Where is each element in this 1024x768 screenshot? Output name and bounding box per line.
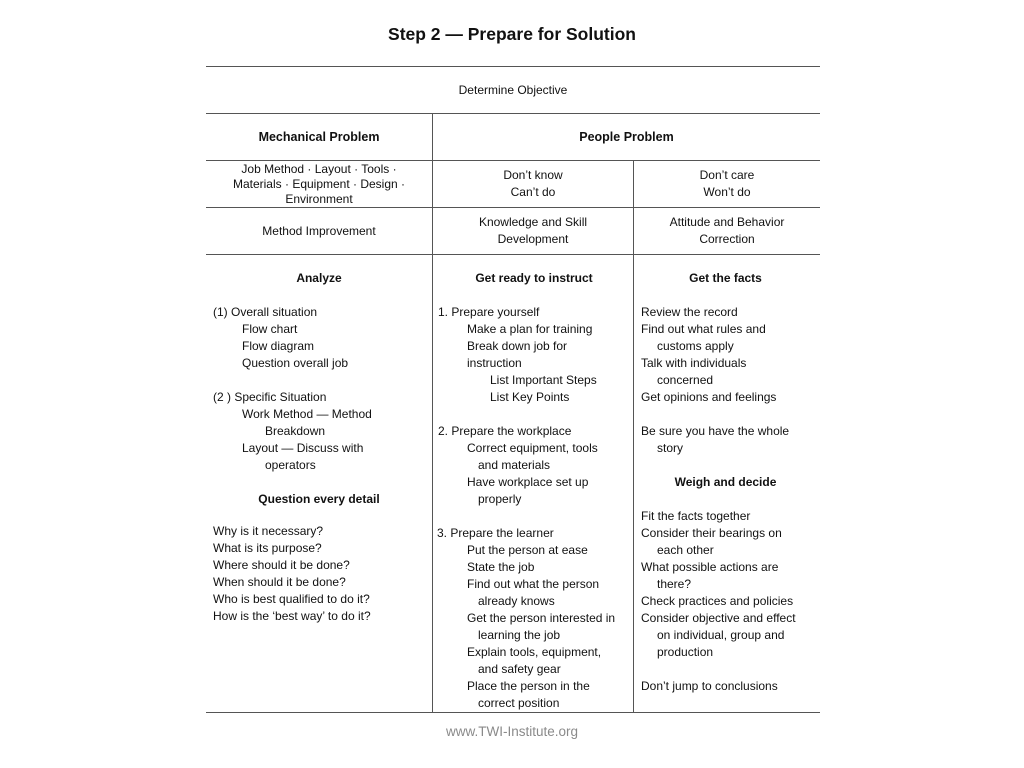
- instruct-item: Place the person in the: [467, 679, 590, 693]
- instruct-item: already knows: [478, 594, 555, 608]
- attitude-behavior-line: Correction: [699, 232, 755, 246]
- facts-heading: Get the facts: [689, 271, 762, 285]
- analyze-item: Flow diagram: [242, 339, 315, 353]
- facts-item: customs apply: [657, 339, 734, 353]
- weigh-item: Fit the facts together: [641, 509, 751, 523]
- mechanical-types-line: Environment: [285, 191, 353, 206]
- analyze-item: Flow chart: [242, 322, 298, 336]
- instruct-item: Get the person interested in: [467, 611, 616, 625]
- analyze-heading: Analyze: [296, 271, 342, 285]
- question-item: What is its purpose?: [213, 541, 322, 555]
- analyze-item: Question overall job: [242, 356, 349, 370]
- dont-care-line: Won’t do: [703, 185, 751, 199]
- people-header-cell: [433, 114, 820, 160]
- table-rule-bottom: [206, 712, 820, 713]
- weigh-item: What possible actions are: [641, 560, 779, 574]
- weigh-item: there?: [657, 577, 692, 591]
- question-item: Where should it be done?: [213, 558, 350, 572]
- attitude-behavior-line: Attitude and Behavior: [669, 215, 785, 229]
- facts-item: Talk with individuals: [641, 356, 747, 370]
- instruct-item: Explain tools, equipment,: [467, 645, 602, 659]
- weigh-decide-heading: Weigh and decide: [674, 475, 777, 489]
- objective-cell: [206, 67, 820, 113]
- mechanical-types-line: Job Method · Layout · Tools ·: [241, 161, 397, 176]
- instruct-item: properly: [478, 492, 522, 506]
- instruct-item: 2. Prepare the workplace: [438, 424, 572, 438]
- weigh-item: production: [657, 645, 714, 659]
- dont-care-line: Don’t care: [699, 168, 755, 182]
- instruct-item: Find out what the person: [467, 577, 600, 591]
- instruct-item: Make a plan for training: [467, 322, 593, 336]
- weigh-item: Don’t jump to conclusions: [641, 679, 778, 693]
- knowledge-skill-cell: [433, 208, 633, 254]
- knowledge-skill-line: Knowledge and Skill: [478, 215, 588, 229]
- instruct-item: Put the person at ease: [467, 543, 588, 557]
- objective-label: Determine Objective: [458, 82, 568, 97]
- mechanical-problem-header: Mechanical Problem: [258, 129, 380, 144]
- instruct-item: State the job: [467, 560, 535, 574]
- attitude-behavior-cell: [634, 208, 820, 254]
- table-rule-methods: [206, 254, 820, 255]
- weigh-item: Consider their bearings on: [641, 526, 782, 540]
- question-item: When should it be done?: [213, 575, 346, 589]
- facts-item: Review the record: [641, 305, 738, 319]
- facts-item: concerned: [657, 373, 714, 387]
- weigh-item: on individual, group and: [657, 628, 785, 642]
- question-detail-heading: Question every detail: [258, 492, 380, 506]
- facts-item: Get opinions and feelings: [641, 390, 777, 404]
- mechanical-types-line: Materials · Equipment · Design ·: [232, 176, 406, 191]
- instruct-item: correct position: [478, 696, 560, 710]
- instruct-item: learning the job: [478, 628, 561, 642]
- dont-know-line: Can’t do: [510, 185, 556, 199]
- instruct-item: Correct equipment, tools: [467, 441, 598, 455]
- question-item: How is the ‘best way’ to do it?: [213, 609, 371, 623]
- instruct-item: instruction: [467, 356, 522, 370]
- facts-item: story: [657, 441, 684, 455]
- analyze-item: Layout — Discuss with: [242, 441, 364, 455]
- question-item: Why is it necessary?: [213, 524, 324, 538]
- facts-column: [641, 270, 817, 695]
- knowledge-skill-line: Development: [497, 232, 569, 246]
- people-problem-header: People Problem: [579, 129, 674, 144]
- dont-care-cell: [634, 161, 820, 207]
- footer-url: www.TWI-Institute.org: [445, 724, 579, 739]
- analyze-item: (2 ) Specific Situation: [213, 390, 327, 404]
- question-item: Who is best qualified to do it?: [213, 592, 370, 606]
- dont-know-line: Don’t know: [503, 168, 563, 182]
- analyze-item: operators: [265, 458, 316, 472]
- analyze-item: (1) Overall situation: [213, 305, 318, 319]
- instruct-item: 3. Prepare the learner: [437, 526, 554, 540]
- instruct-heading: Get ready to instruct: [475, 271, 593, 285]
- weigh-item: Check practices and policies: [641, 594, 794, 608]
- weigh-item: each other: [657, 543, 714, 557]
- analyze-item: Work Method — Method: [242, 407, 372, 421]
- instruct-item: List Important Steps: [490, 373, 597, 387]
- instruct-column: [438, 270, 630, 712]
- instruct-item: and safety gear: [478, 662, 561, 676]
- instruct-item: List Key Points: [490, 390, 570, 404]
- instruct-item: and materials: [478, 458, 551, 472]
- instruct-item: 1. Prepare yourself: [438, 305, 540, 319]
- weigh-item: Consider objective and effect: [641, 611, 796, 625]
- method-improvement-label: Method Improvement: [262, 223, 376, 238]
- page-title: Step 2 — Prepare for Solution: [388, 24, 636, 44]
- facts-item: Be sure you have the whole: [641, 424, 790, 438]
- method-improvement-cell: [206, 208, 432, 254]
- instruct-item: Break down job for: [467, 339, 568, 353]
- mechanical-types-cell: [206, 161, 432, 207]
- instruct-item: Have workplace set up: [467, 475, 589, 489]
- facts-item: Find out what rules and: [641, 322, 766, 336]
- analyze-item: Breakdown: [265, 424, 326, 438]
- mechanical-header-cell: [206, 114, 432, 160]
- dont-know-cell: [433, 161, 633, 207]
- analyze-column: [213, 270, 425, 625]
